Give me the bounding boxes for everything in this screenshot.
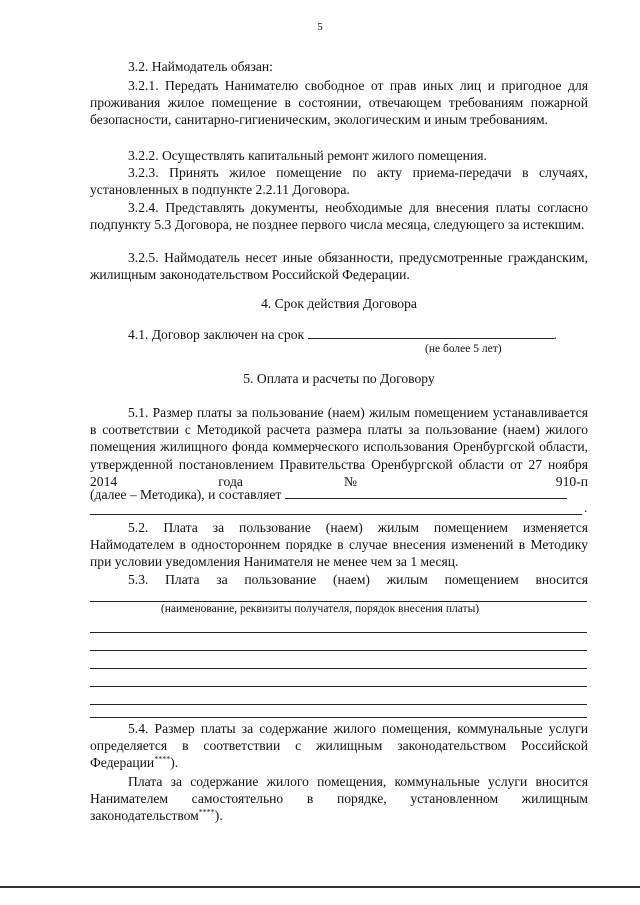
paragraph-3-2-3: 3.2.3. Принять жилое помещение по акту приема-передачи в случаях, установленных в подпункте 2.2.11 Договора. <box>90 165 588 198</box>
paragraph-5-5 <box>90 773 588 825</box>
paragraph-5-1-tail <box>90 486 588 503</box>
paragraph-3-2-1: 3.2.1. Передать Нанимателю свободное от прав иных лиц и пригодное для проживания жилое помещение в состоянии, отвечающем требованиям пожарной безопасности, санитарно-гигиеническим, экологическим и иным требованиям. <box>90 78 588 128</box>
paragraph-5-3: 5.3. Плата за пользование (наем) жилым помещением вносится <box>128 572 588 587</box>
paragraph-5-5-end: ). <box>214 808 223 824</box>
paragraph-5-5-text: Плата за содержание жилого помещения, коммунальные услуги вносится Нанимателем самостоятельно в порядке, установленном жилищным законодательством <box>90 774 588 824</box>
footnote-mark-2: **** <box>198 807 215 817</box>
page-bottom-edge <box>0 886 640 888</box>
paragraph-5-4-end: ). <box>170 755 179 771</box>
paragraph-5-1: 5.1. Размер платы за пользование (наем) жилым помещением устанавливается в соответствии с Методикой расчета размера платы за пользование (наем) жилого помещения жилищного фонда коммерческого использования Оренбургской области, утвержденной постановлением Правительства Оренбургской области от 27 ноября 2014 года № 910-п <box>90 405 588 489</box>
payee-note: (наименование, реквизиты получателя, порядок внесения платы) <box>160 603 480 615</box>
payee-blank-line-7 <box>90 717 587 718</box>
payee-blank-line-1 <box>90 601 587 602</box>
term-note: (не более 5 лет) <box>425 343 502 355</box>
paragraph-5-2: 5.2. Плата за пользование (наем) жилым помещением изменяется Наймодателем в одностороннем порядке в случае внесения изменений в Методику при условии уведомления Нанимателя не менее чем за 1 месяц. <box>90 520 588 570</box>
paragraph-5-4 <box>90 720 588 772</box>
paragraph-5-1-dot: . <box>584 500 588 515</box>
paragraph-4-1-text: 4.1. Договор заключен на срок <box>128 327 305 342</box>
paragraph-3-2: 3.2. Наймодатель обязан: <box>128 59 273 74</box>
paragraph-5-4-text: 5.4. Размер платы за содержание жилого помещения, коммунальные услуги определяется в соответствии с жилищным законодательством Российской Федерации <box>90 721 588 771</box>
paragraph-5-1-end: (далее – Методика), и составляет <box>90 487 282 502</box>
section-4-heading: 4. Срок действия Договора <box>261 296 417 311</box>
paragraph-3-2-5: 3.2.5. Наймодатель несет иные обязанности, предусмотренные гражданским, жилищным законодательством Российской Федерации. <box>90 250 588 283</box>
paragraph-4-1-end: . <box>553 327 557 342</box>
payee-blank-line-3 <box>90 650 587 651</box>
paragraph-4-1 <box>90 326 588 343</box>
payee-blank-line-5 <box>90 686 587 687</box>
footnote-mark-1: **** <box>154 754 171 764</box>
paragraph-3-2-4: 3.2.4. Представлять документы, необходимые для внесения платы согласно подпункту 5.3 Договора, не позднее первого числа месяца, следующего за истекшим. <box>90 200 588 233</box>
payee-blank-line-6 <box>90 704 587 705</box>
payee-blank-line-4 <box>90 668 587 669</box>
amount-blank <box>285 486 567 499</box>
page-number: 5 <box>317 21 323 33</box>
term-blank <box>308 326 554 339</box>
paragraph-3-2-2: 3.2.2. Осуществлять капитальный ремонт жилого помещения. <box>128 148 487 163</box>
section-5-heading: 5. Оплата и расчеты по Договору <box>243 371 435 386</box>
payee-blank-line-2 <box>90 632 587 633</box>
amount-blank-line-2 <box>90 514 582 515</box>
